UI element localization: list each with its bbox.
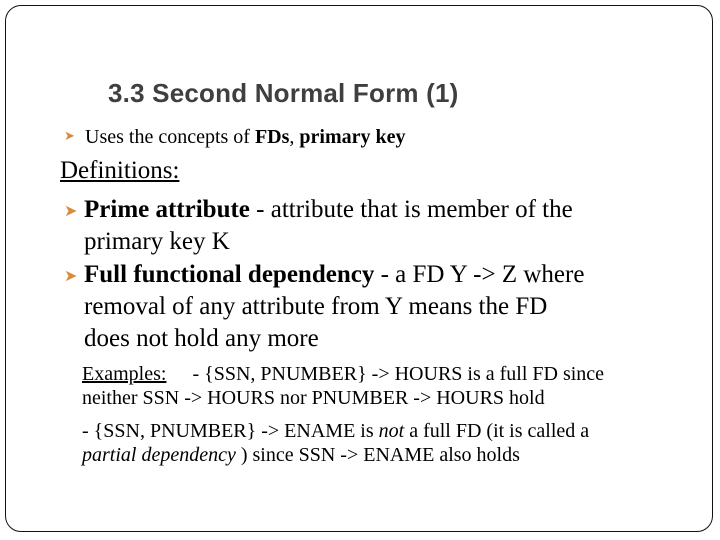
example-2-text-b: ) since SSN -> ENAME also holds bbox=[235, 444, 520, 466]
prime-attribute-text: - attribute that is member of the bbox=[249, 196, 573, 223]
full-fd-continuation-2: does not hold any more bbox=[84, 325, 319, 352]
arrowhead-bullet-icon: ➤ bbox=[64, 201, 78, 220]
examples-label: Examples: bbox=[82, 363, 167, 385]
example-1-line-1: - {SSN, PNUMBER} -> HOURS is a full FD since bbox=[192, 363, 605, 385]
example-2-partial-dependency: partial dependency bbox=[82, 444, 236, 466]
full-fd-term: Full functional dependency bbox=[84, 261, 375, 288]
arrowhead-bullet-icon: ➤ bbox=[64, 266, 78, 285]
example-2 bbox=[82, 419, 589, 467]
examples-block bbox=[82, 362, 604, 410]
example-2-not: not bbox=[378, 420, 405, 442]
arrowhead-bullet-icon: ➤ bbox=[64, 129, 75, 144]
slide-title: 3.3 Second Normal Form (1) bbox=[108, 78, 459, 108]
intro-fds: FDs bbox=[254, 126, 290, 148]
example-1-line-2: neither SSN -> HOURS nor PNUMBER -> HOURS hold bbox=[82, 387, 545, 409]
intro-text-a: Uses the concepts of bbox=[85, 126, 255, 148]
prime-attribute-term: Prime attribute bbox=[84, 196, 250, 223]
definition-full-fd bbox=[84, 259, 584, 355]
full-fd-continuation-1: removal of any attribute from Y means the FD bbox=[84, 293, 548, 320]
definitions-heading: Definitions: bbox=[60, 157, 180, 184]
intro-line bbox=[85, 126, 406, 149]
prime-attribute-continuation: primary key K bbox=[84, 228, 230, 255]
example-2-text-a1: - {SSN, PNUMBER} -> ENAME is bbox=[82, 420, 379, 442]
definition-prime-attribute bbox=[84, 194, 573, 258]
intro-primary-key: primary key bbox=[299, 126, 406, 148]
intro-text-b: , bbox=[289, 126, 300, 148]
full-fd-text: - a FD Y -> Z where bbox=[374, 261, 585, 288]
example-2-text-a2: a full FD (it is called a bbox=[404, 420, 590, 442]
